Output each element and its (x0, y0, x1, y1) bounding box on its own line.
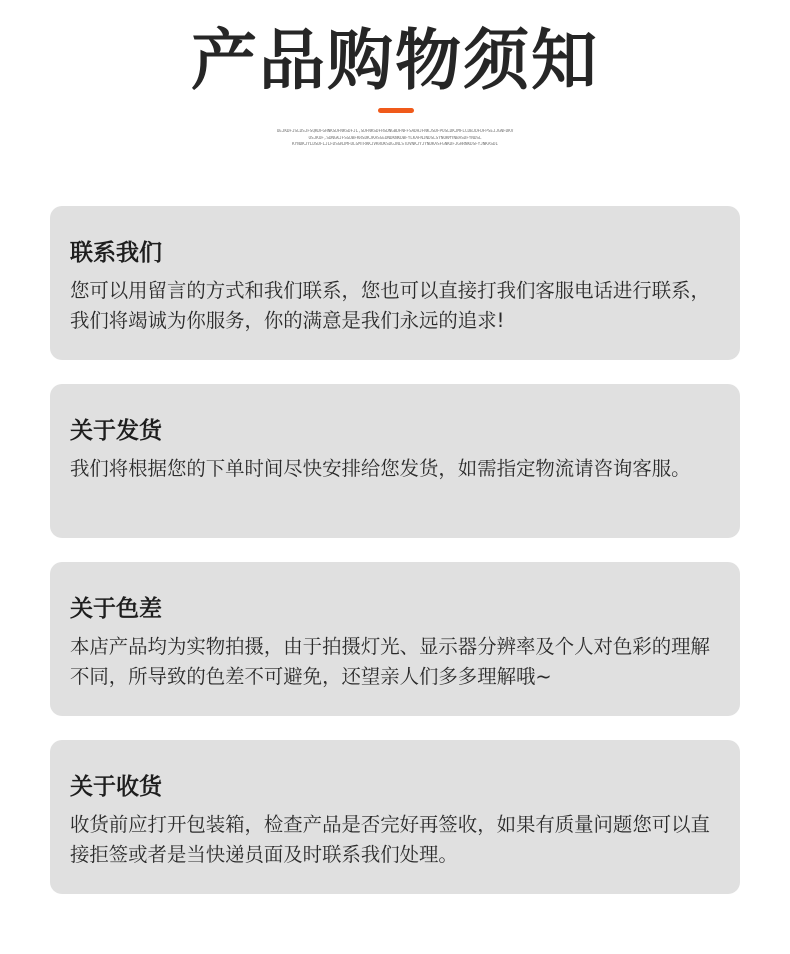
decorative-text-block (240, 129, 550, 149)
card-title: 联系我们 (70, 240, 162, 266)
title-accent-bar (378, 108, 414, 113)
deco-line: OSJKOF,SDNGKJFSGDBFKRSDKJKASGEDNDKNKDBFYLKAFNJNDSLSYNOKMYNBASDFYNDSL (308, 135, 482, 141)
card-body: 您可以用留言的方式和我们联系，您也可以直接打我们客服电话进行联系，我们将竭诚为你服务，你的满意是我们永远的追求! (70, 279, 710, 332)
card-color-difference (50, 562, 740, 716)
card-body: 收货前应打开包装箱，检查产品是否完好再签收，如果有质量问题您可以直接拒签或者是当快递员面及时联系我们处理。 (70, 813, 710, 866)
card-contact-us (50, 206, 740, 360)
card-shipping (50, 384, 740, 538)
card-title: 关于收货 (70, 774, 162, 800)
deco-line: KYNDKJYLDSDFLJLFDSGNJMFDLGMTRRKJVKRUKSDGJNLSTDVNKJYJYNDKASFGNKDFJGHRNKDSFYJNKASDI (291, 142, 498, 147)
deco-line: OEJKDFJSLDSJFSQKDFGHNKSDFNKSDFJL,SDFNKSDFHSDNGBDFNFFSADHJFNKJSDFPOSLDKJMFLCDBJDFDFPSEJJGNFDKV (276, 129, 514, 134)
card-body: 我们将根据您的下单时间尽快安排给您发货，如需指定物流请咨询客服。 (70, 457, 691, 480)
card-body: 本店产品均为实物拍摄，由于拍摄灯光、显示器分辨率及个人对色彩的理解不同，所导致的色差不可避免，还望亲人们多多理解哦~ (70, 635, 710, 688)
card-receiving (50, 740, 740, 894)
card-title: 关于色差 (70, 596, 162, 622)
card-title: 关于发货 (70, 418, 162, 444)
page-title: 产品购物须知 (191, 22, 599, 99)
